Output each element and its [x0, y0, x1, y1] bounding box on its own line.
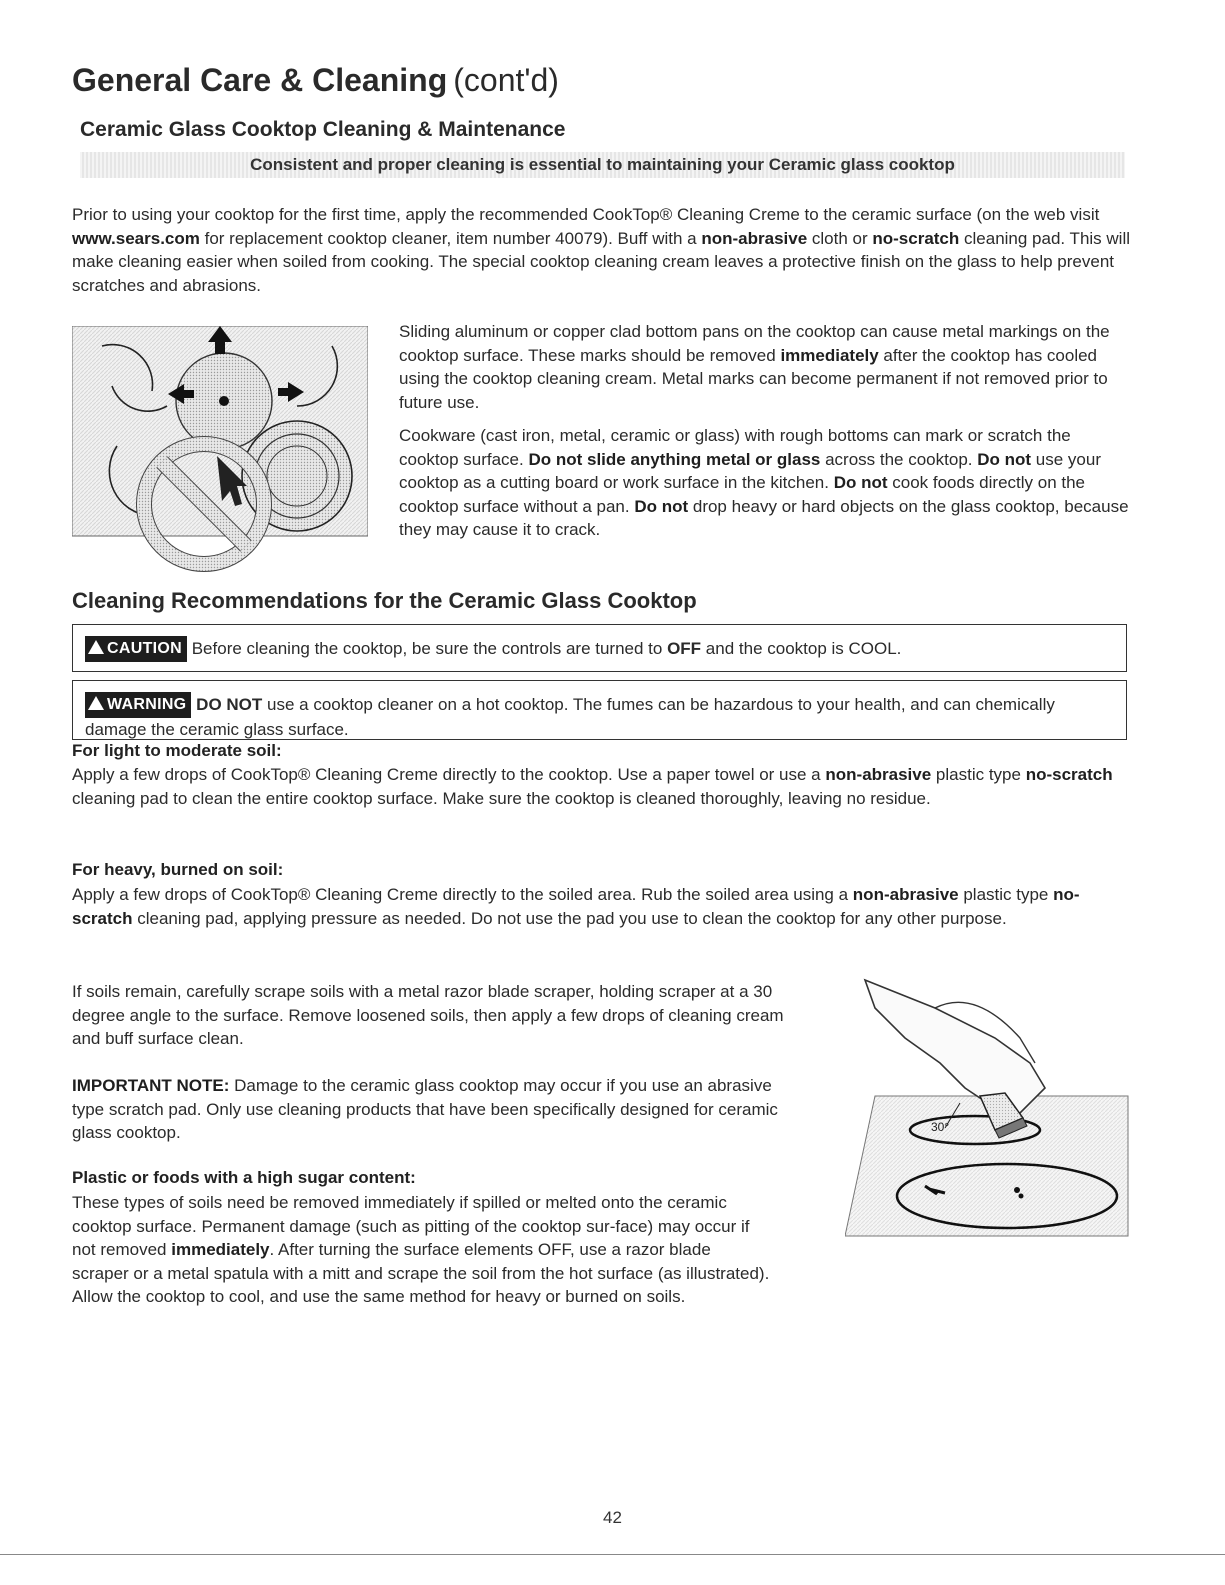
heavy-soil-paragraph: Apply a few drops of CookTop® Cleaning Creme directly to the soiled area. Rub the soiled area using a non-abrasive plastic type no-scratch cleaning pad, applying pressure as needed. Do not use the pad you use to clean the cooktop for any other purpose.: [72, 885, 1080, 928]
warning-text: DO NOT use a cooktop cleaner on a hot cooktop. The fumes can be hazardous to your health, and can chemically damage the ceramic glass surface.: [85, 695, 1055, 739]
banner-consistent-cleaning: Consistent and proper cleaning is essential to maintaining your Ceramic glass cooktop: [80, 152, 1125, 178]
warning-badge: WARNING: [85, 692, 191, 718]
page-number: 42: [603, 1508, 622, 1527]
scraper-illustration: [845, 968, 1130, 1253]
sugar-soil-paragraph: These types of soils need be removed immediately if spilled or melted onto the ceramic cooktop surface. Permanent damage (such as pitting of the cooktop sur-face) may occur if not removed immediately. After turning the surface elements OFF, use a razor blade scraper or a metal spatula with a mitt and scrape the soil from the hot surface (as illustrated). Allow the cooktop to cool, and use the same method for heavy or burned on soils.: [72, 1193, 770, 1306]
bottom-rule: [0, 1554, 1225, 1555]
intro-paragraph: Prior to using your cooktop for the first time, apply the recommended CookTop® Cleaning Creme to the ceramic surface (on the web visit www.sears.com for replacement cooktop cleaner, item number 40079). Buff with a non-abrasive cloth or no-scratch cleaning pad. This will make cleaning easier when soiled from cooking. The special cooktop cleaning cream leaves a protective finish on the glass to help prevent scratches and abrasions.: [72, 205, 1131, 295]
sliding-pans-paragraph: Sliding aluminum or copper clad bottom pans on the cooktop can cause metal markings on the cooktop surface. These marks should be removed immediately after the cooktop has cooled using the cooktop cleaning cream. Metal marks can become permanent if not removed prior to future use.: [399, 322, 1110, 412]
scrape-paragraph: If soils remain, carefully scrape soils with a metal razor blade scraper, holding scraper at a 30 degree angle to the surface. Remove loosened soils, then apply a few drops of cleaning cream and buff surface clean.: [72, 982, 784, 1048]
light-soil-paragraph: Apply a few drops of CookTop® Cleaning Creme directly to the cooktop. Use a paper towel or use a non-abrasive plastic type no-scratch cleaning pad to clean the entire cooktop surface. Make sure the cooktop is cleaned thoroughly, leaving no residue.: [72, 765, 1113, 808]
caution-badge: CAUTION: [85, 636, 187, 662]
important-note-paragraph: IMPORTANT NOTE: Damage to the ceramic glass cooktop may occur if you use an abrasive type scratch pad. Only use cleaning products that have been specifically designed for ceramic glass cooktop.: [72, 1076, 778, 1142]
heavy-soil-heading: For heavy, burned on soil:: [72, 860, 284, 879]
sugar-soil-heading: Plastic or foods with a high sugar content:: [72, 1168, 416, 1187]
warning-triangle-icon: [88, 696, 104, 710]
warning-triangle-icon: [88, 640, 104, 654]
section-heading-recommendations: Cleaning Recommendations for the Ceramic Glass Cooktop: [72, 588, 697, 613]
cookware-paragraph: Cookware (cast iron, metal, ceramic or glass) with rough bottoms can mark or scratch the cooktop surface. Do not slide anything metal or glass across the cooktop. Do not use your cooktop as a cutting board or work surface in the kitchen. Do not cook foods directly on the cooktop surface without a pan. Do not drop heavy or hard objects on the glass cooktop, because they may cause it to crack.: [399, 426, 1129, 539]
angle-label: 30°: [931, 1120, 950, 1134]
no-sliding-pans-illustration: [72, 326, 368, 576]
caution-text: Before cleaning the cooktop, be sure the controls are turned to OFF and the cooktop is COOL.: [191, 639, 902, 658]
caution-box: [72, 624, 1127, 672]
section-heading-ceramic-cleaning: Ceramic Glass Cooktop Cleaning & Maintenance: [80, 118, 566, 141]
page-title: General Care & Cleaning (cont'd): [72, 62, 559, 98]
light-soil-heading: For light to moderate soil:: [72, 741, 282, 760]
warning-box: [72, 680, 1127, 740]
